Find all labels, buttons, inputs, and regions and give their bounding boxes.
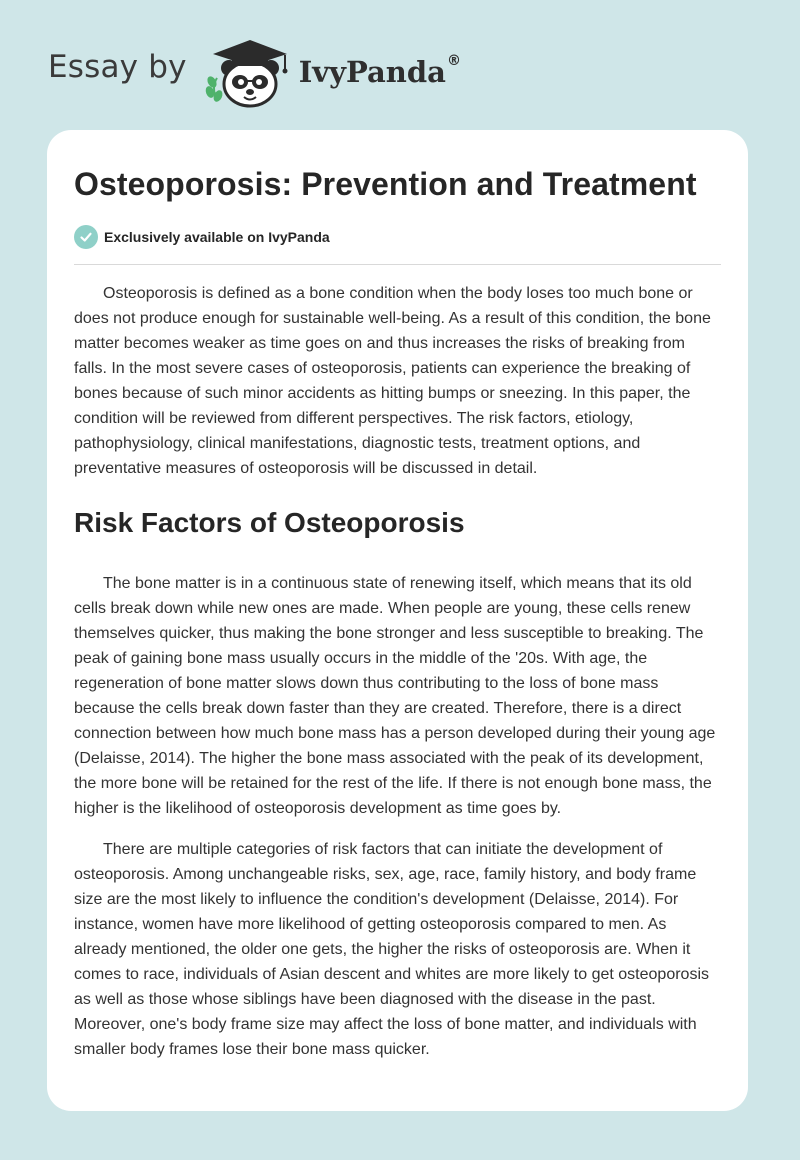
exclusive-badge <box>74 224 721 250</box>
page-title: Osteoporosis: Prevention and Treatment <box>74 166 697 202</box>
intro-paragraph: Osteoporosis is defined as a bone condition when the body loses too much bone or does not produce enough for sustainable well-being. As a result of this condition, the bone matter becomes weaker as time goes on and thus increases the risks of breaking from falls. In the most severe cases of osteoporosis, patients can experience the breaking of bones because of such minor accidents as hitting bumps or sneezing. In this paper, the condition will be reviewed from different perspectives. The risk factors, etiology, pathophysiology, clinical manifestations, diagnostic tests, treatment options, and preventative measures of osteoporosis will be discussed in detail. <box>74 285 711 477</box>
section-heading-risk-factors: Risk Factors of Osteoporosis <box>74 507 465 538</box>
title-divider <box>74 264 721 265</box>
brand-name[interactable] <box>299 55 461 89</box>
registered-mark: ® <box>446 53 461 69</box>
exclusive-badge-label: Exclusively available on IvyPanda <box>104 229 330 245</box>
check-circle-icon <box>74 225 98 249</box>
brand-prefix: Essay by <box>48 49 187 85</box>
site-header <box>48 34 461 108</box>
brand-name-text: IvyPanda <box>298 55 446 89</box>
body-paragraph: The bone matter is in a continuous state of renewing itself, which means that its old cells break down while new ones are made. When people are young, these cells renew themselves quicker, thus making the bone stronger and less susceptible to breaking. The peak of gaining bone mass usually occurs in the middle of the '20s. With age, the regeneration of bone matter slows down thus contributing to the loss of bone mass because the cells break down faster than they are created. Therefore, there is a direct connection between how much bone mass has a person developed during their young age (Delaisse, 2014). The higher the bone mass associated with the peak of its development, the more bone will be retained for the rest of the life. If there is not enough bone mass, the higher is the likelihood of osteoporosis development as time goes by. <box>74 575 716 817</box>
section-body-risk-factors <box>74 571 721 1062</box>
essay-card <box>47 130 748 1111</box>
panda-logo-icon[interactable] <box>201 34 293 108</box>
body-paragraph: There are multiple categories of risk factors that can initiate the development of osteoporosis. Among unchangeable risks, sex, age, race, family history, and body frame size are the most likely to influence the condition's development (Delaisse, 2014). For instance, women have more likelihood of getting osteoporosis compared to men. As already mentioned, the older one gets, the higher the risks of osteoporosis are. When it comes to race, individuals of Asian descent and whites are more likely to get osteoporosis as well as those whose siblings have been diagnosed with the disease in the past. Moreover, one's body frame size may affect the loss of bone matter, and individuals with smaller body frames lose their bone mass quicker. <box>74 841 709 1058</box>
